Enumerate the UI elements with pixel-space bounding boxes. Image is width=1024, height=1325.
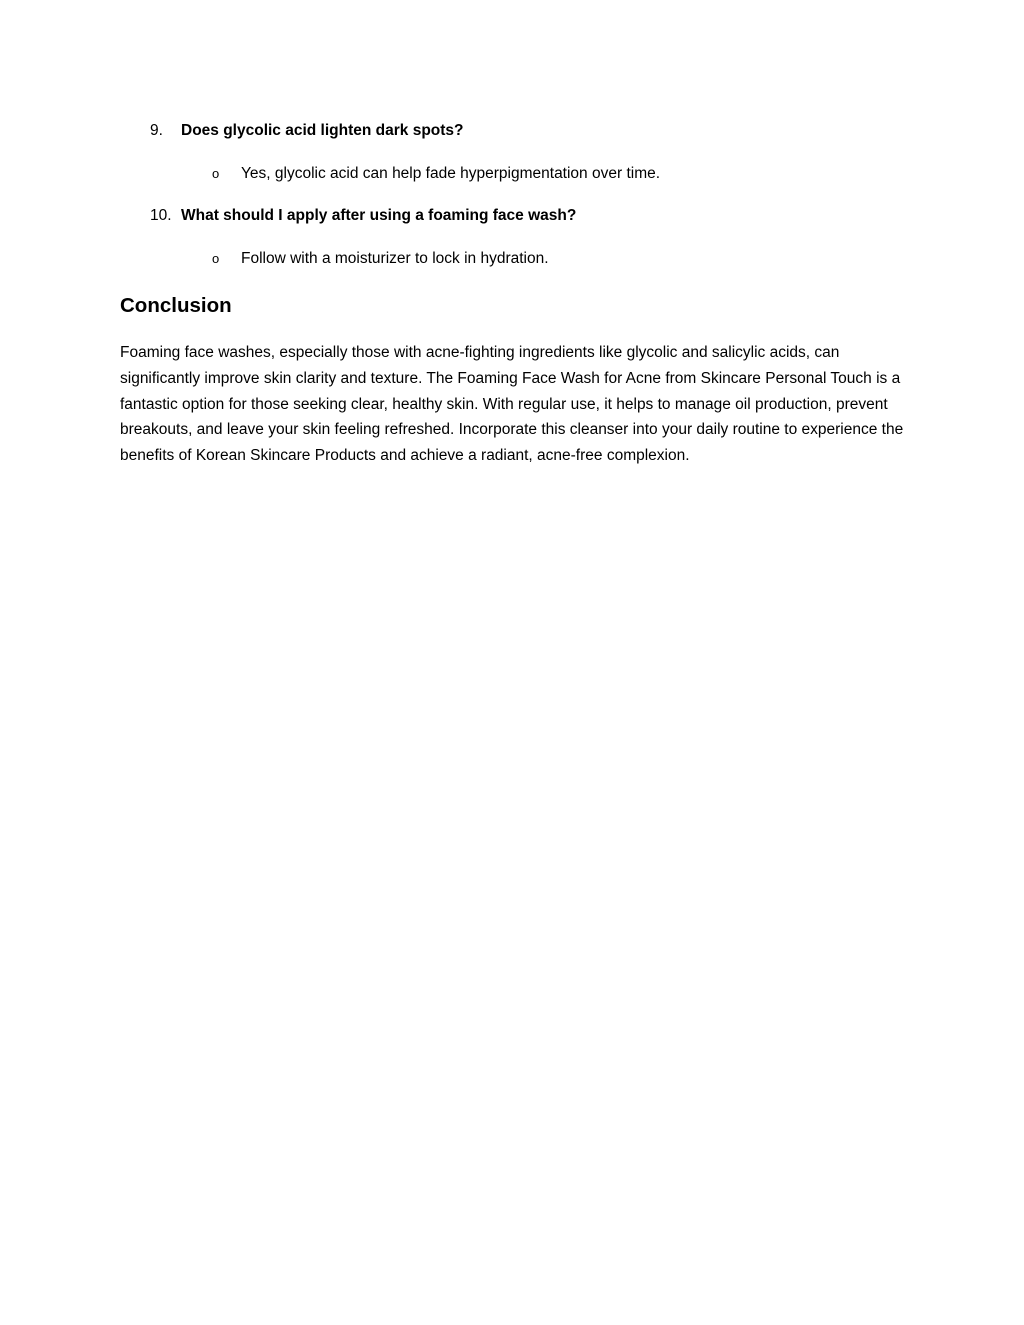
answer-text: Follow with a moisturizer to lock in hydration. [241, 250, 549, 267]
question-text: Does glycolic acid lighten dark spots? [181, 122, 464, 139]
faq-answer-9 [212, 164, 660, 184]
faq-answer-10 [212, 249, 549, 269]
answer-text: Yes, glycolic acid can help fade hyperpigmentation over time. [241, 165, 661, 182]
faq-question-9 [150, 121, 464, 141]
bullet-icon: o [212, 251, 220, 266]
bullet-icon: o [212, 166, 220, 181]
conclusion-heading: Conclusion [120, 294, 232, 317]
faq-question-10 [150, 206, 576, 226]
list-number: 10. [150, 207, 172, 224]
question-text: What should I apply after using a foaming face wash? [181, 207, 577, 224]
conclusion-paragraph: Foaming face washes, especially those with acne-fighting ingredients like glycolic and salicylic acids, can significantly improve skin clarity and texture. The Foaming Face Wash for Acne from Skincare Personal Touch is a fantastic option for those seeking clear, healthy skin. With regular use, it helps to manage oil production, prevent breakouts, and leave your skin feeling refreshed. Incorporate this cleanser into your daily routine to experience the benefits of Korean Skincare Products and achieve a radiant, acne-free complexion. [120, 344, 904, 465]
list-number: 9. [150, 122, 163, 139]
